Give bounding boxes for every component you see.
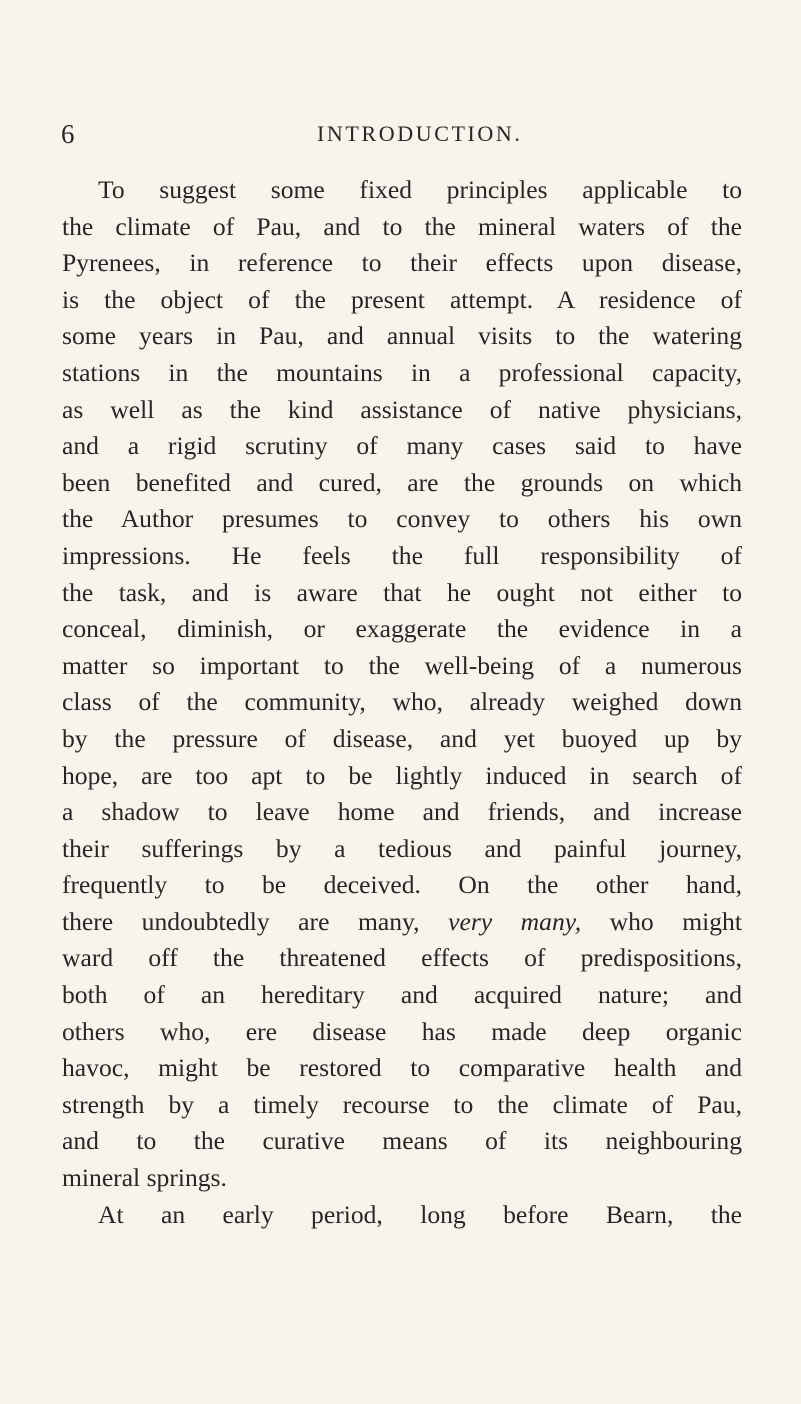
text-line: their sufferings by a tedious and painful journey, (62, 833, 742, 863)
text-line: hope, are too apt to be lightly induced in search of (62, 760, 742, 790)
text-line: strength by a timely recourse to the climate of Pau, (62, 1089, 742, 1119)
text-line: mineral springs. (62, 1163, 227, 1193)
text-line: frequently to be deceived. On the other hand, (62, 870, 742, 900)
body-text (62, 172, 742, 1233)
text-line: stations in the mountains in a professional capacity, (62, 357, 742, 387)
text-line: some years in Pau, and annual visits to the watering (62, 321, 742, 351)
text-line: Pyrenees, in reference to their effects upon disease, (62, 248, 742, 278)
text-line: the task, and is aware that he ought not either to (62, 577, 742, 607)
text-run: there undoubtedly are many, (62, 906, 449, 936)
running-head (61, 117, 741, 151)
text-line: and a rigid scrutiny of many cases said to have (62, 431, 742, 461)
text-line: impressions. He feels the full responsibility of (62, 540, 742, 570)
text-line: class of the community, who, already weighed down (62, 687, 742, 717)
text-line: a shadow to leave home and friends, and increase (62, 797, 742, 827)
text-line: the climate of Pau, and to the mineral waters of the (62, 211, 742, 241)
text-line: and to the curative means of its neighbouring (62, 1126, 742, 1156)
text-line: At an early period, long before Bearn, the (98, 1199, 742, 1229)
text-line: by the pressure of disease, and yet buoyed up by (62, 723, 742, 753)
text-line: To suggest some fixed principles applicable to (98, 175, 742, 204)
text-line: been benefited and cured, are the grounds on which (62, 467, 742, 497)
text-line: others who, ere disease has made deep organic (62, 1016, 742, 1046)
page-number: 6 (61, 119, 75, 149)
text-line: as well as the kind assistance of native physicians, (62, 394, 742, 424)
text-run: who might (581, 906, 742, 936)
text-line: the Author presumes to convey to others his own (62, 504, 742, 534)
text-line: is the object of the present attempt. A residence of (62, 284, 742, 314)
running-title: INTRODUCTION. (317, 121, 523, 146)
text-line: matter so important to the well-being of a numerous (62, 650, 742, 680)
text-line-with-emphasis (62, 904, 742, 941)
text-line: ward off the threatened effects of predispositions, (62, 943, 742, 973)
text-line: havoc, might be restored to comparative health and (62, 1053, 742, 1083)
text-line: both of an hereditary and acquired nature; and (62, 980, 742, 1010)
emphasis-text: very many, (448, 906, 582, 936)
text-line: conceal, diminish, or exaggerate the evidence in a (62, 614, 742, 644)
